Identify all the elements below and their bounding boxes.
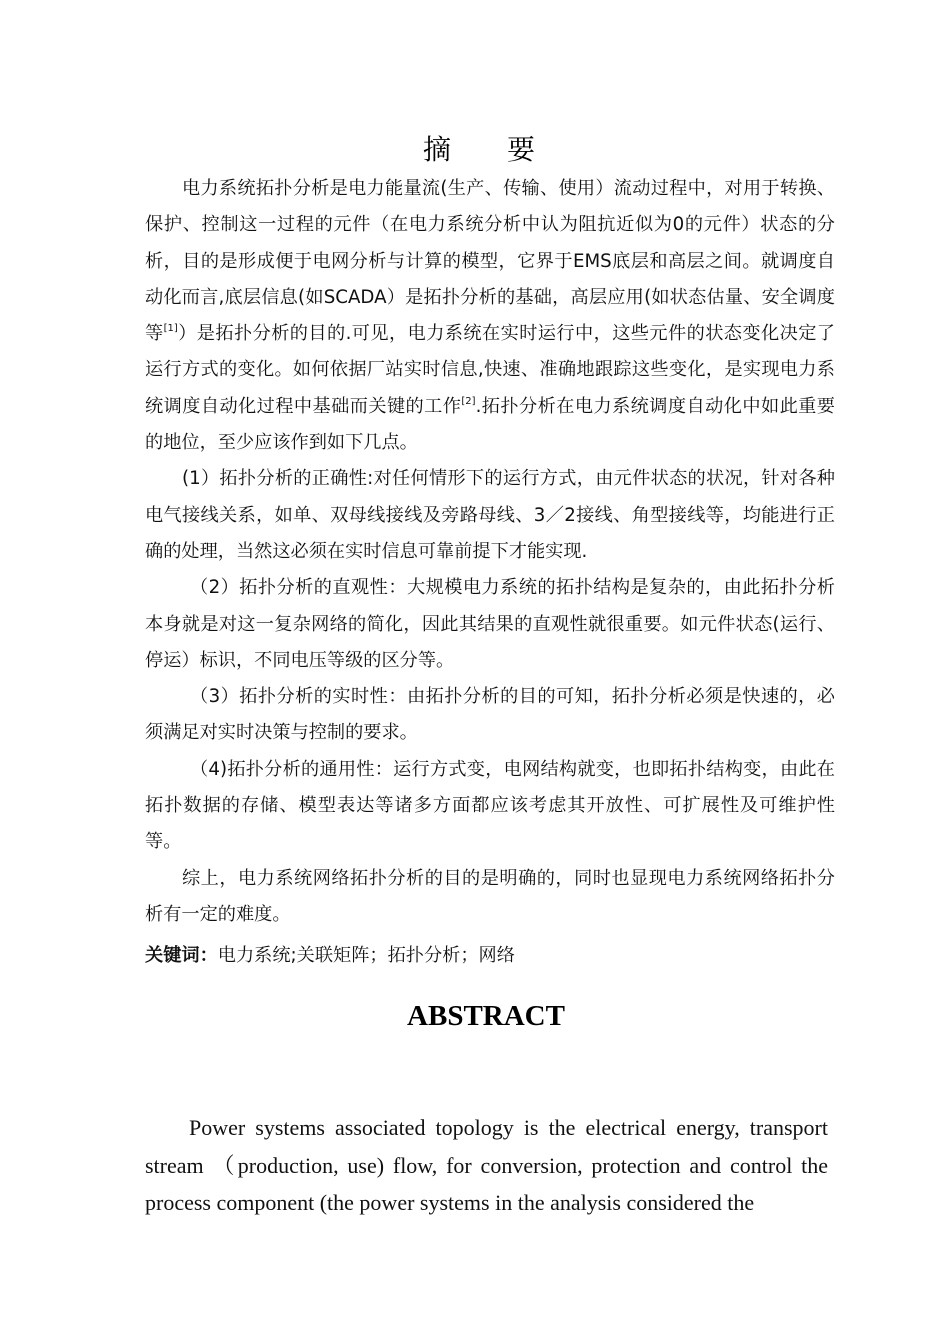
abstract-cn-paragraph-5: （4)拓扑分析的通用性：运行方式变，电网结构就变，也即拓扑结构变，由此在拓扑数据的存储、模型表达等诸多方面都应该考虑其开放性、可扩展性及可维护性等。 xyxy=(145,758,835,853)
abstract-cn-paragraph-1 xyxy=(145,171,835,461)
keywords-list: 电力系统;关联矩阵；拓扑分析；网络 xyxy=(217,945,515,966)
p1-part-c: .拓扑分析在电力系统调度自动化中如此重要的地位，至少应该作到如下几点。 xyxy=(145,395,835,454)
abstract-cn-paragraph-4: （3）拓扑分析的实时性：由拓扑分析的目的可知，拓扑分析必须是快速的，必须满足对实时决策与控制的要求。 xyxy=(145,686,835,744)
citation-ref-1: [1] xyxy=(163,323,178,335)
abstract-cn-title: 摘 要 xyxy=(422,133,549,166)
abstract-cn-paragraph-2: (1）拓扑分析的正确性:对任何情形下的运行方式，由元件状态的状况，针对各种电气接线关系，如单、双母线接线及旁路母线、3／2接线、角型接线等，均能进行正确的处理，当然这必须在实时信息可靠前提下才能实现. xyxy=(145,468,835,562)
abstract-en-title: ABSTRACT xyxy=(407,1000,565,1032)
p1-part-a: 电力系统拓扑分析是电力能量流(生产、传输、使用）流动过程中，对用于转换、保护、控制这一过程的元件（在电力系统分析中认为阻抗近似为0的元件）状态的分析，目的是形成便于电网分析与计算的模型，它界于EMS底层和高层之间。就调度自动化而言,底层信息(如SCADA）是拓扑分析的基础，高层应用(如状态估量、安全调度等 xyxy=(145,178,835,345)
citation-ref-2: [2] xyxy=(461,395,476,407)
abstract-cn-paragraph-3: （2）拓扑分析的直观性：大规模电力系统的拓扑结构是复杂的，由此拓扑分析本身就是对这一复杂网络的简化，因此其结果的直观性就很重要。如元件状态(运行、停运）标识，不同电压等级的区分等。 xyxy=(145,577,835,671)
keywords-line xyxy=(145,938,835,974)
abstract-en-paragraph-1: Power systems associated topology is the electrical energy, transport stream （production, use) flow, for conversion, protection and control the process component (the power systems in the analysis considered the xyxy=(145,1115,828,1215)
p1-part-b: ）是拓扑分析的目的.可见，电力系统在实时运行中，这些元件的状态变化决定了运行方式的变化。如何依据厂站实时信息,快速、准确地跟踪这些变化，是实现电力系统调度自动化过程中基础而关键的工作 xyxy=(145,323,835,417)
abstract-cn-paragraph-6: 综上，电力系统网络拓扑分析的目的是明确的，同时也显现电力系统网络拓扑分析有一定的难度。 xyxy=(145,867,835,925)
keywords-label: 关键词： xyxy=(145,945,218,966)
abstract-cn-body xyxy=(145,171,835,933)
